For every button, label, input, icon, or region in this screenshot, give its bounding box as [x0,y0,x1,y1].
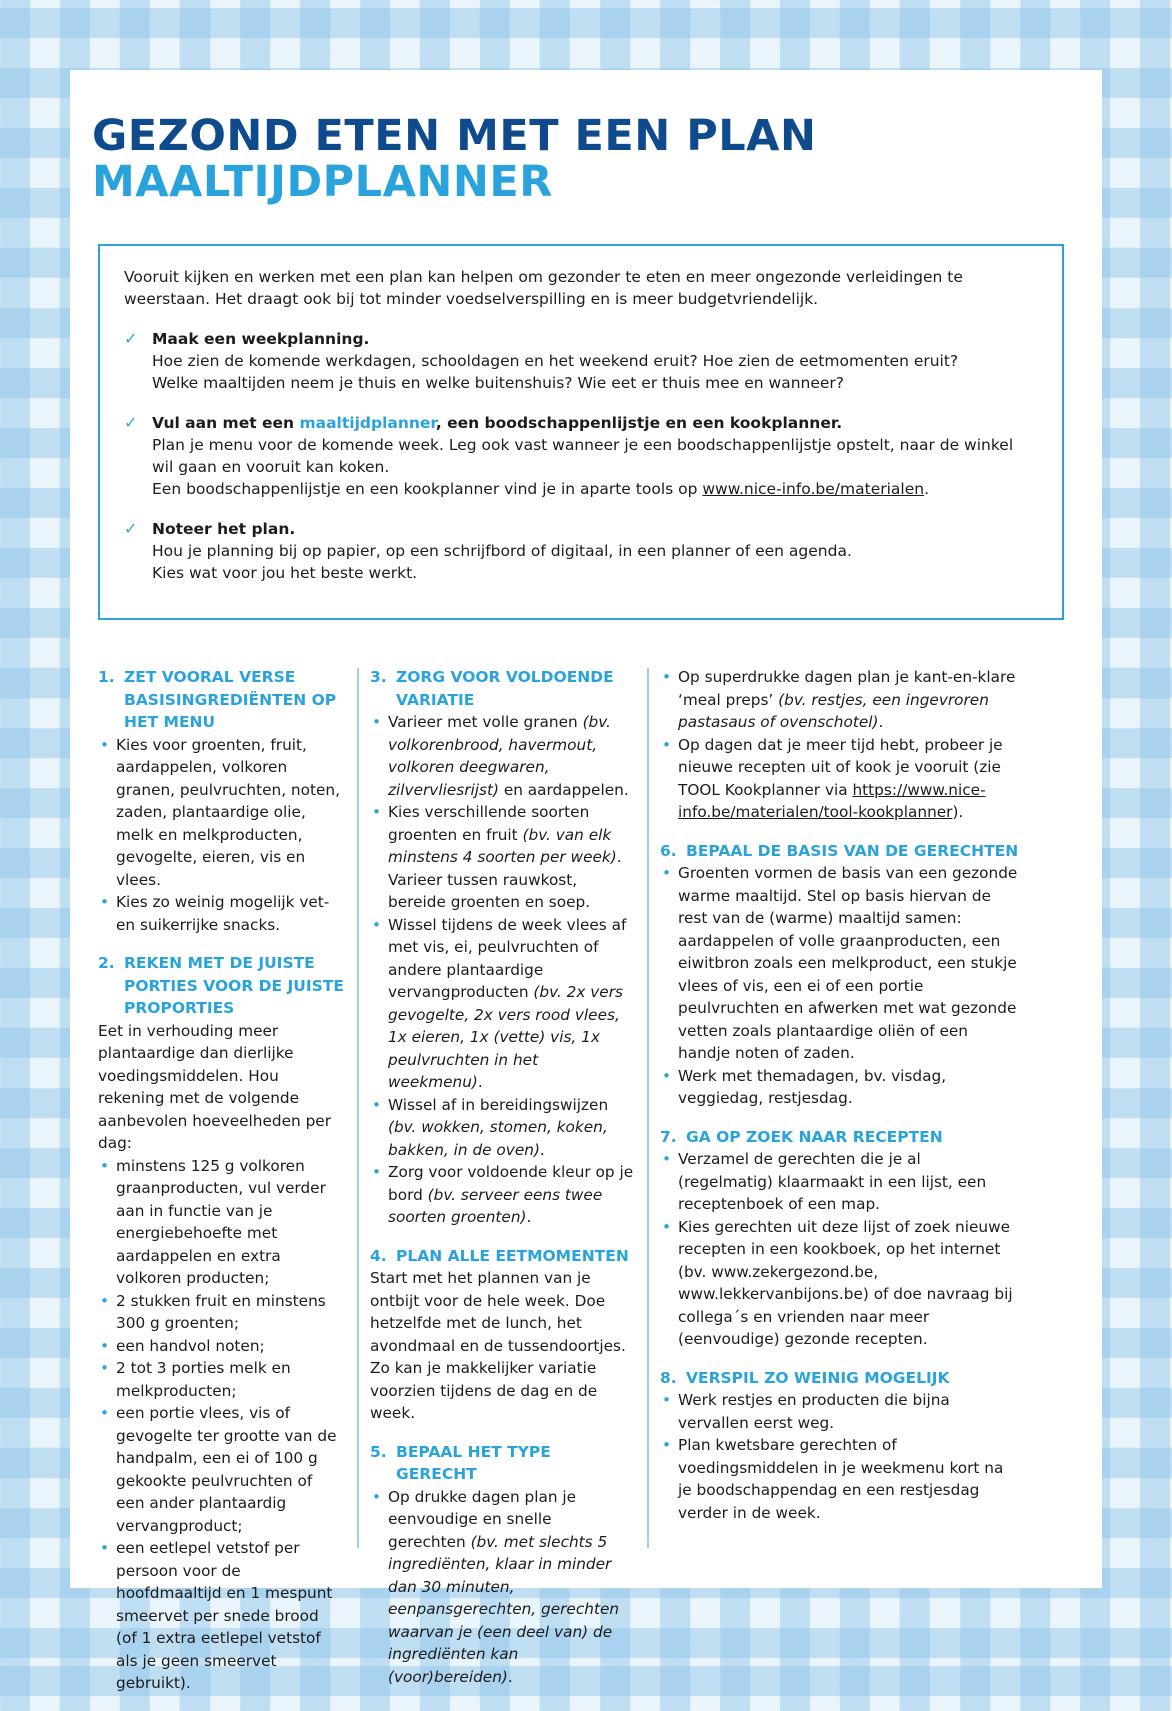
section-title: 5. BEPAAL HET TYPE GERECHT [370,1442,551,1483]
section-title: 6. BEPAAL DE BASIS VAN DE GERECHTEN [660,841,1019,860]
page-subtitle: MAALTIJDPLANNER [92,157,553,207]
list-item: • Wissel af in bereidingswijzen (bv. wokken, stomen, koken, bakken, in de oven). [370,1094,634,1162]
section-5-continued [660,666,1020,824]
bullet-list [370,1486,634,1689]
list-item: • Plan kwetsbare gerechten of voedingsmiddelen in je weekmenu kort na je boodschappendag en een restjesdag verder in de week. [660,1434,1020,1524]
intro-item-line: Hou je planning bij op papier, op een schrijfbord of digitaal, in een planner of een agenda. [152,542,852,560]
list-item: • minstens 125 g volkoren graanproducten, vul verder aan in functie van je energiebehoefte met aardappelen en extra volkoren producten; [98,1155,344,1290]
page-sheet [70,70,1102,1692]
section-text: Start met het plannen van je ontbijt voor de hele week. Doe hetzelfde met de lunch, het avondmaal en de tussendoortjes. Zo kan je makkelijker variatie voorzien tijdens de dag en de week. [370,1269,626,1422]
intro-item-weekplanning [124,328,1036,394]
section-title: 3. ZORG VOOR VOLDOENDE VARIATIE [370,668,614,709]
intro-item-line: Welke maaltijden neem je thuis en welke buitenshuis? Wie eet er thuis mee en wanneer? [152,374,845,392]
section-7 [660,1126,1020,1351]
bullet-list [660,1389,1020,1524]
list-item: • Op dagen dat je meer tijd hebt, probeer je nieuwe recepten uit of kook je vooruit (zie TOOL Kookplanner via https://www.nice-info.be/materialen/tool-kookplanner). [660,734,1020,824]
list-item: • Kies zo weinig mogelijk vet- en suikerrijke snacks. [98,891,344,936]
section-4 [370,1245,634,1425]
section-title: 1. ZET VOORAL VERSE BASISINGREDIËNTEN OP HET MENU [98,668,337,731]
bullet-list [660,862,1020,1110]
intro-item-title: Vul aan met een maaltijdplanner, een boodschappenlijstje en een kookplanner. [152,414,843,432]
column-1 [98,666,344,1711]
list-item: • Kies verschillende soorten groenten en fruit (bv. van elk minstens 4 soorten per week). Varieer tussen rauwkost, bereide groenten en soep. [370,801,634,914]
column-3 [660,666,1020,1540]
list-item: • Kies voor groenten, fruit, aardappelen, volkoren granen, peulvruchten, noten, zaden, plantaardige olie, melk en melkproducten, gevogelte, eieren, vis en vlees. [98,734,344,892]
list-item: • Varieer met volle granen (bv. volkorenbrood, havermout, volkoren deegwaren, zilvervliesrijst) en aardappelen. [370,711,634,801]
check-icon: ✓ [124,413,138,432]
bullet-list [660,1148,1020,1351]
section-8 [660,1367,1020,1525]
list-item: • Werk restjes en producten die bijna vervallen eerst weg. [660,1389,1020,1434]
bullet-list [98,734,344,937]
materialen-link[interactable]: www.nice-info.be/materialen [702,480,925,498]
list-item: • Op drukke dagen plan je eenvoudige en snelle gerechten (bv. met slechts 5 ingrediënten, klaar in minder dan 30 minuten, eenpansgerechten, gerechten waarvan je (een deel van) de ingrediënten kan (voor)bereiden). [370,1486,634,1689]
intro-item-line: Hoe zien de komende werkdagen, schooldagen en het weekend eruit? Hoe zien de eetmomenten eruit? [152,352,959,370]
intro-item-line: Plan je menu voor de komende week. Leg ook vast wanneer je een boodschappenlijstje opstelt, naar de winkel wil gaan en vooruit kan koken. [152,436,1014,476]
intro-item-noteer [124,518,1036,584]
maaltijdplanner-link[interactable]: maaltijdplanner [299,414,436,432]
page-title: GEZOND ETEN MET EEN PLAN [92,111,817,161]
section-title: 4. PLAN ALLE EETMOMENTEN [370,1246,629,1265]
bullet-list [660,666,1020,824]
column-2 [370,666,634,1704]
list-item: • 2 tot 3 porties melk en melkproducten; [98,1357,344,1402]
section-3 [370,666,634,1229]
intro-item-title: Noteer het plan. [152,520,296,538]
column-divider [647,668,649,1548]
bullet-list [98,1155,344,1695]
section-title: 7. GA OP ZOEK NAAR RECEPTEN [660,1127,943,1146]
intro-box [98,244,1064,620]
check-icon: ✓ [124,519,138,538]
bullet-list [370,711,634,1229]
list-item: • Kies gerechten uit deze lijst of zoek nieuwe recepten in een kookboek, op het internet (bv. www.zekergezond.be, www.lekkervanbijons.be) of doe navraag bij collega´s en vrienden naar meer (eenvoudige) gezonde recepten. [660,1216,1020,1351]
intro-item-maaltijdplanner [124,412,1036,500]
intro-item-title: Maak een weekplanning. [152,330,370,348]
intro-item-line: Kies wat voor jou het beste werkt. [152,564,418,582]
list-item: • Wissel tijdens de week vlees af met vis, ei, peulvruchten of andere plantaardige vervangproducten (bv. 2x vers gevogelte, 2x vers rood vlees, 1x eieren, 1x (vette) vis, 1x peulvruchten in het weekmenu). [370,914,634,1094]
list-item: • Verzamel de gerechten die je al (regelmatig) klaarmaakt in een lijst, een receptenboek of een map. [660,1148,1020,1216]
list-item: • een handvol noten; [98,1335,344,1358]
section-text: Eet in verhouding meer plantaardige dan dierlijke voedingsmiddelen. Hou rekening met de volgende aanbevolen hoeveelheden per dag: [98,1021,331,1152]
section-1 [98,666,344,936]
section-2 [98,952,344,1695]
list-item: • een portie vlees, vis of gevogelte ter grootte van de handpalm, een ei of 100 g gekookte peulvruchten of een ander plantaardig vervangproduct; [98,1402,344,1537]
section-5 [370,1441,634,1689]
list-item: • Groenten vormen de basis van een gezonde warme maaltijd. Stel op basis hiervan de rest van de (warme) maaltijd samen: aardappelen of volle graanproducten, een eiwitbron zoals een melkproduct, een stukje vlees of vis, een ei of een portie peulvruchten en afwerken met wat gezonde vetten zoals plantaardige oliën of een handje noten of zaden. [660,862,1020,1065]
section-title: 2. REKEN MET DE JUISTE PORTIES VOOR DE JUISTE PROPORTIES [98,954,344,1017]
column-divider [357,668,359,1548]
kookplanner-link[interactable]: https://www.nice-info.be/materialen/tool-kookplanner [678,780,986,821]
list-item: • 2 stukken fruit en minstens 300 g groenten; [98,1290,344,1335]
list-item: • Werk met themadagen, bv. visdag, veggiedag, restjesdag. [660,1065,1020,1110]
intro-paragraph: Vooruit kijken en werken met een plan kan helpen om gezonder te eten en meer ongezonde verleidingen te weerstaan. Het draagt ook bij tot minder voedselverspilling en is meer budgetvriendelijk. [124,268,963,308]
section-6 [660,840,1020,1110]
list-item: • een eetlepel vetstof per persoon voor de hoofdmaaltijd en 1 mespunt smeervet per snede brood (of 1 extra eetlepel vetstof als je geen smeervet gebruikt). [98,1537,344,1695]
list-item: • Zorg voor voldoende kleur op je bord (bv. serveer eens twee soorten groenten). [370,1161,634,1229]
check-icon: ✓ [124,329,138,348]
intro-item-line: Een boodschappenlijstje en een kookplanner vind je in aparte tools op www.nice-info.be/materialen. [152,480,930,498]
section-title: 8. VERSPIL ZO WEINIG MOGELIJK [660,1368,950,1387]
list-item: • Op superdrukke dagen plan je kant-en-klare ‘meal preps’ (bv. restjes, een ingevroren pastasaus of ovenschotel). [660,666,1020,734]
